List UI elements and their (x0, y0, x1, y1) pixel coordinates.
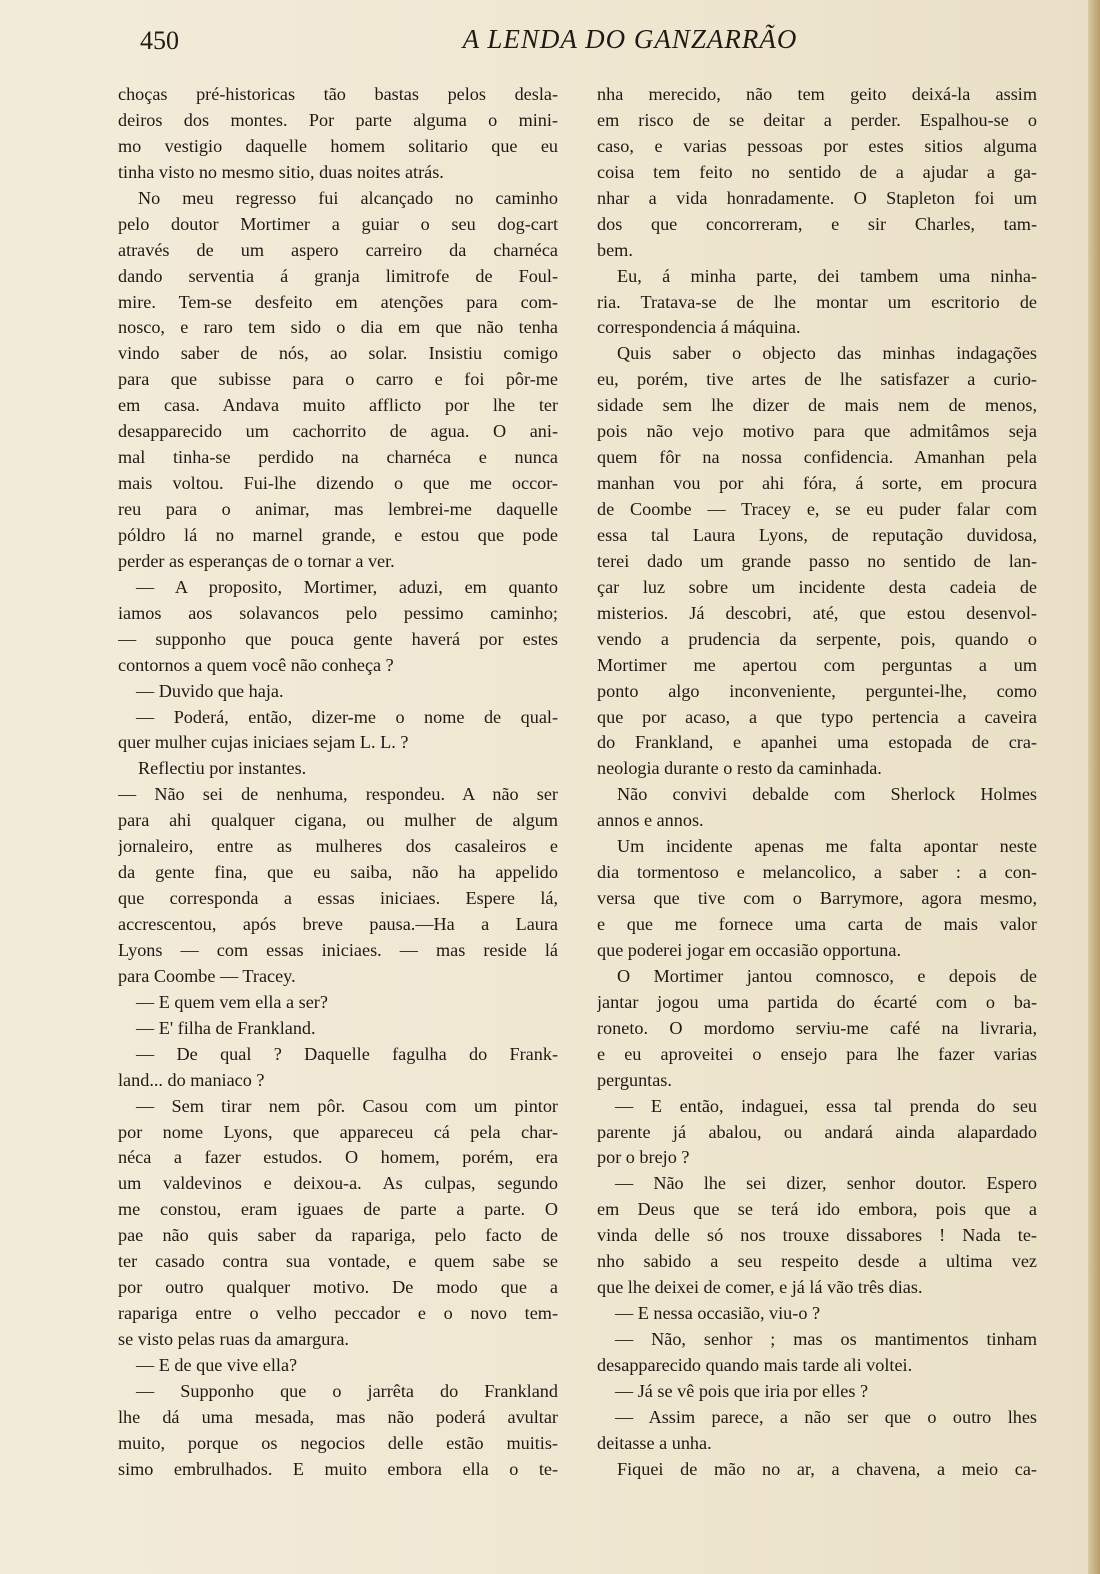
text-line: manhan vou por ahi fóra, á sorte, em procura (597, 473, 1037, 494)
text-line: Não convivi debalde com Sherlock Holmes (617, 784, 1037, 805)
text-line: — E' filha de Frankland. (136, 1017, 316, 1038)
text-line: pae não quis saber da rapariga, pelo facto de (118, 1225, 558, 1246)
text-line: ria. Tratava-se de lhe montar um escritorio de (597, 291, 1037, 312)
text-line: um valdevinos e deixou-a. As culpas, segundo (118, 1173, 558, 1194)
text-line: vinda delle só nos trouxe dissabores ! Nada te- (597, 1225, 1037, 1246)
text-line: tinha visto no mesmo sitio, duas noites atrás. (118, 161, 444, 182)
text-line: roneto. O mordomo serviu-me café na livraria, (597, 1017, 1037, 1038)
text-line: deitasse a unha. (597, 1432, 712, 1453)
text-line: terei dado um grande passo no sentido de lan- (597, 550, 1037, 571)
text-line: mal tinha-se perdido na charnéca e nunca (118, 447, 558, 468)
text-line: misterios. Já descobri, até, que estou desenvol- (597, 602, 1037, 623)
text-line: parente já abalou, ou andará ainda alapardado (597, 1121, 1037, 1142)
text-line: para que subisse para o carro e foi pôr-me (118, 369, 558, 390)
text-line: iamos aos solavancos pelo pessimo caminho; (118, 602, 558, 623)
text-line: caso, e varias pessoas por estes sitios alguma (597, 135, 1037, 156)
text-line: desapparecido quando mais tarde ali voltei. (597, 1354, 913, 1375)
text-line: de Coombe — Tracey e, se eu puder falar com (597, 499, 1037, 519)
text-line: da gente fina, que eu saiba, não ha appelido (118, 862, 558, 883)
text-line: choças pré-historicas tão bastas pelos desla- (118, 84, 558, 104)
text-line: nosco, e raro tem sido o dia em que não tenha (118, 317, 558, 338)
text-line: e eu aproveitei o ensejo para lhe fazer varias (597, 1043, 1037, 1064)
text-line: através de um aspero carreiro da charnéca (118, 239, 558, 260)
text-line: jornaleiro, entre as mulheres dos casaleiros e (118, 836, 558, 857)
text-line: vindo saber de nós, ao solar. Insistiu comigo (118, 343, 558, 364)
text-line: çar luz sobre um incidente desta cadeia de (597, 576, 1037, 597)
text-line: annos e annos. (597, 810, 704, 831)
text-line: dia tormentoso e melancolico, a saber : a con- (597, 862, 1037, 883)
text-line: simo embrulhados. E muito embora ella o te- (118, 1458, 558, 1479)
text-line: que poderei jogar em occasião opportuna. (597, 939, 902, 960)
text-line: sidade sem lhe dizer de mais nem de menos, (597, 395, 1037, 416)
text-line: do Frankland, e apanhei uma estopada de cra- (597, 732, 1037, 753)
text-line: pois não vejo motivo para que admitâmos seja (597, 421, 1037, 442)
text-line: desapparecido um cachorrito de agua. O ani- (118, 421, 558, 442)
text-line: Mortimer me apertou com perguntas a um (597, 654, 1037, 675)
text-line: correspondencia á máquina. (597, 317, 801, 338)
text-line: por o brejo ? (597, 1147, 690, 1168)
text-line: perguntas. (597, 1069, 672, 1090)
left-column (118, 82, 558, 1483)
text-line: — Assim parece, a não ser que o outro lhes (615, 1406, 1037, 1427)
text-line: deiros dos montes. Por parte alguma o mini- (118, 109, 558, 130)
text-line: me constou, eram iguaes de parte a parte. O (118, 1199, 558, 1220)
text-line: — Não, senhor ; mas os mantimentos tinham (615, 1329, 1037, 1349)
text-line: lhe dá uma mesada, mas não poderá avultar (118, 1406, 558, 1427)
text-line: em risco de se deitar a perder. Espalhou-se o (597, 109, 1037, 130)
text-line: reu para o animar, mas lembrei-me daquelle (118, 499, 558, 519)
text-line: Reflectiu por instantes. (138, 758, 307, 779)
text-line: — Não lhe sei dizer, senhor doutor. Espero (615, 1173, 1037, 1194)
text-line: para Coombe — Tracey. (118, 965, 296, 986)
text-line: nho sabido a seu respeito desde a ultima vez (597, 1251, 1037, 1272)
text-line: — E nessa occasião, viu-o ? (615, 1303, 821, 1324)
text-line: Fiquei de mão no ar, a chavena, a meio ca- (617, 1458, 1037, 1479)
text-line: nhar a vida honradamente. O Stapleton foi um (597, 187, 1037, 208)
text-line: e que me fornece uma carta de mais valor (597, 914, 1037, 934)
text-line: para ahi qualquer cigana, ou mulher de algum (118, 810, 558, 831)
text-line: pelo doutor Mortimer a guiar o seu dog-cart (118, 213, 558, 234)
text-line: néca a fazer estudos. O homem, porém, era (118, 1147, 558, 1168)
text-line: accrescentou, após breve pausa.—Ha a Laura (118, 914, 558, 934)
text-line: se visto pelas ruas da amargura. (118, 1329, 349, 1349)
text-line: — Sem tirar nem pôr. Casou com um pintor (136, 1095, 558, 1116)
page-edge (1088, 0, 1100, 1574)
text-line: No meu regresso fui alcançado no caminho (138, 187, 558, 208)
text-line: bem. (597, 239, 633, 260)
text-line: — De qual ? Daquelle fagulha do Frank- (136, 1043, 558, 1064)
text-line: neologia durante o resto da caminhada. (597, 758, 882, 779)
right-column (597, 82, 1037, 1483)
text-line: quem fôr na nossa confidencia. Amanhan pela (597, 447, 1037, 468)
text-line: mo vestigio daquelle homem solitario que eu (118, 135, 558, 156)
text-line: póldro lá no marnel grande, e estou que pode (118, 524, 558, 545)
text-line: essa tal Laura Lyons, de reputação duvidosa, (597, 524, 1037, 545)
text-line: — Já se vê pois que iria por elles ? (615, 1380, 869, 1401)
text-line: — E de que vive ella? (136, 1354, 298, 1375)
text-line: rapariga entre o velho peccador e o novo tem- (118, 1303, 558, 1324)
text-line: Eu, á minha parte, dei tambem uma ninha- (617, 265, 1037, 286)
text-line: — A proposito, Mortimer, aduzi, em quanto (136, 576, 558, 597)
text-line: nha merecido, não tem geito deixá-la assim (597, 84, 1037, 104)
text-line: eu, porém, tive artes de lhe satisfazer a curio- (597, 369, 1037, 390)
text-line: — Supponho que o jarrêta do Frankland (136, 1380, 558, 1401)
page-header (115, 22, 1035, 62)
text-line: — Poderá, então, dizer-me o nome de qual- (136, 706, 558, 727)
text-line: land... do maniaco ? (118, 1069, 265, 1090)
text-line: mire. Tem-se desfeito em atenções para com- (118, 291, 558, 312)
text-line: — Não sei de nenhuma, respondeu. A não ser (118, 784, 558, 805)
text-line: — supponho que pouca gente haverá por estes (118, 628, 558, 649)
text-line: por nome Lyons, que appareceu cá pela char- (118, 1121, 558, 1142)
text-line: ponto algo inconveniente, perguntei-lhe, como (597, 680, 1037, 701)
text-line: — E então, indaguei, essa tal prenda do seu (615, 1095, 1037, 1116)
text-line: mais voltou. Fui-lhe dizendo o que me occor- (118, 473, 558, 494)
text-line: que por acaso, a que typo pertencia a caveira (597, 706, 1037, 727)
text-line: em Deus que se terá ido embora, pois que a (597, 1199, 1037, 1220)
running-title: A LENDA DO GANZARRÃO (462, 24, 798, 54)
text-line: — E quem vem ella a ser? (136, 991, 328, 1012)
text-line: coisa tem feito no sentido de a ajudar a ga- (597, 161, 1037, 182)
page-number: 450 (140, 26, 179, 55)
text-line: dando serventia á granja limitrofe de Foul- (118, 265, 558, 286)
text-line: dos que concorreram, e sir Charles, tam- (597, 213, 1037, 234)
text-line: Um incidente apenas me falta apontar neste (617, 836, 1037, 857)
text-line: que corresponda a essas iniciaes. Espere lá, (118, 888, 558, 909)
text-line: que lhe deixei de comer, e já lá vão três dias. (597, 1277, 923, 1298)
text-line: em casa. Andava muito afflicto por lhe ter (118, 395, 558, 416)
text-line: por outro qualquer motivo. De modo que a (118, 1277, 558, 1298)
text-line: perder as esperanças de o tornar a ver. (118, 550, 395, 571)
text-line: — Duvido que haja. (136, 680, 284, 701)
text-line: quer mulher cujas iniciaes sejam L. L. ? (118, 732, 409, 753)
text-line: muito, porque os negocios delle estão muitis- (118, 1432, 558, 1453)
text-line: ter casado contra sua vontade, e quem sabe se (118, 1251, 558, 1272)
text-line: Lyons — com essas iniciaes. — mas reside lá (118, 939, 558, 960)
text-line: versa que tive com o Barrymore, agora mesmo, (597, 888, 1037, 909)
text-line: O Mortimer jantou comnosco, e depois de (617, 965, 1037, 986)
text-line: vendo a prudencia da serpente, pois, quando o (597, 628, 1037, 649)
text-line: contornos a quem você não conheça ? (118, 654, 394, 675)
text-line: jantar jogou uma partida do écarté com o ba- (597, 991, 1037, 1012)
text-line: Quis saber o objecto das minhas indagações (617, 343, 1037, 364)
